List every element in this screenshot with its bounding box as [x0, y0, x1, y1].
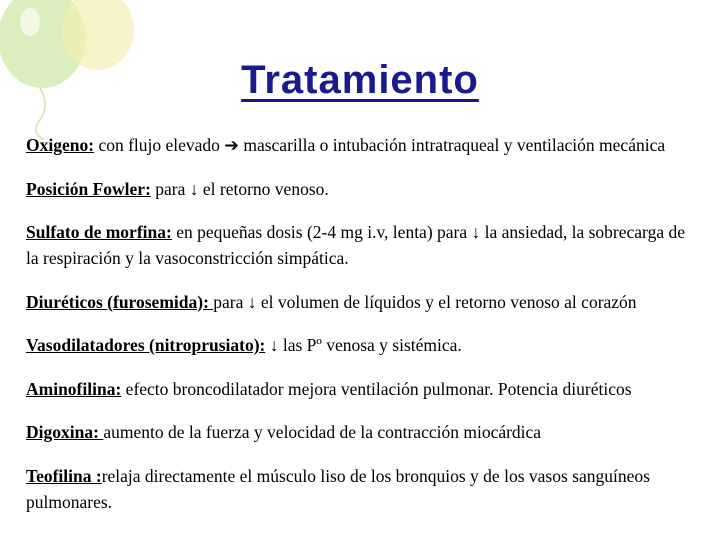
item-text: en pequeñas dosis (2-4 mg i.v, lenta) para ↓ la ansiedad, la sobrecarga de la respiración y la vasoconstricción simpática. [26, 222, 685, 268]
list-item-digoxina [26, 419, 696, 445]
list-item-diureticos [26, 289, 696, 315]
item-term: Sulfato de morfina: [26, 222, 172, 242]
item-text: con flujo elevado [94, 135, 225, 155]
item-term: Vasodilatadores (nitroprusiato): [26, 335, 266, 355]
list-item-sulfato-morfina [26, 219, 696, 271]
item-text: ↓ las Pº venosa y sistémica. [265, 335, 462, 355]
item-term: Oxigeno: [26, 135, 95, 155]
list-item-vasodilatadores [26, 332, 696, 358]
list-item-oxigeno [26, 132, 696, 158]
page-title: Tratamiento [241, 58, 479, 102]
item-text: aumento de la fuerza y velocidad de la contracción miocárdica [103, 422, 542, 442]
arrow-right-icon: ➔ [224, 135, 239, 155]
list-item-teofilina [26, 463, 696, 515]
list-item-aminofilina [26, 376, 696, 402]
list-item-posicion-fowler [26, 176, 696, 202]
item-term: Aminofilina: [26, 378, 122, 399]
item-text: relaja directamente el músculo liso de los bronquios y de los vasos sanguíneos pulmonares. [26, 465, 650, 512]
item-term: Digoxina: [26, 422, 104, 442]
item-term: Posición Fowler: [26, 178, 151, 199]
treatment-list [26, 132, 696, 521]
item-text: efecto broncodilatador mejora ventilación pulmonar. Potencia diuréticos [121, 378, 632, 399]
item-term: Teofilina : [26, 465, 102, 486]
item-term: Diuréticos (furosemida): [26, 291, 214, 312]
item-text: para ↓ el retorno venoso. [150, 178, 329, 199]
balloon-highlight [20, 8, 40, 36]
item-text: mascarilla o intubación intratraqueal y ventilación mecánica [238, 135, 666, 155]
item-text: para ↓ el volumen de líquidos y el retorno venoso al corazón [213, 291, 637, 312]
